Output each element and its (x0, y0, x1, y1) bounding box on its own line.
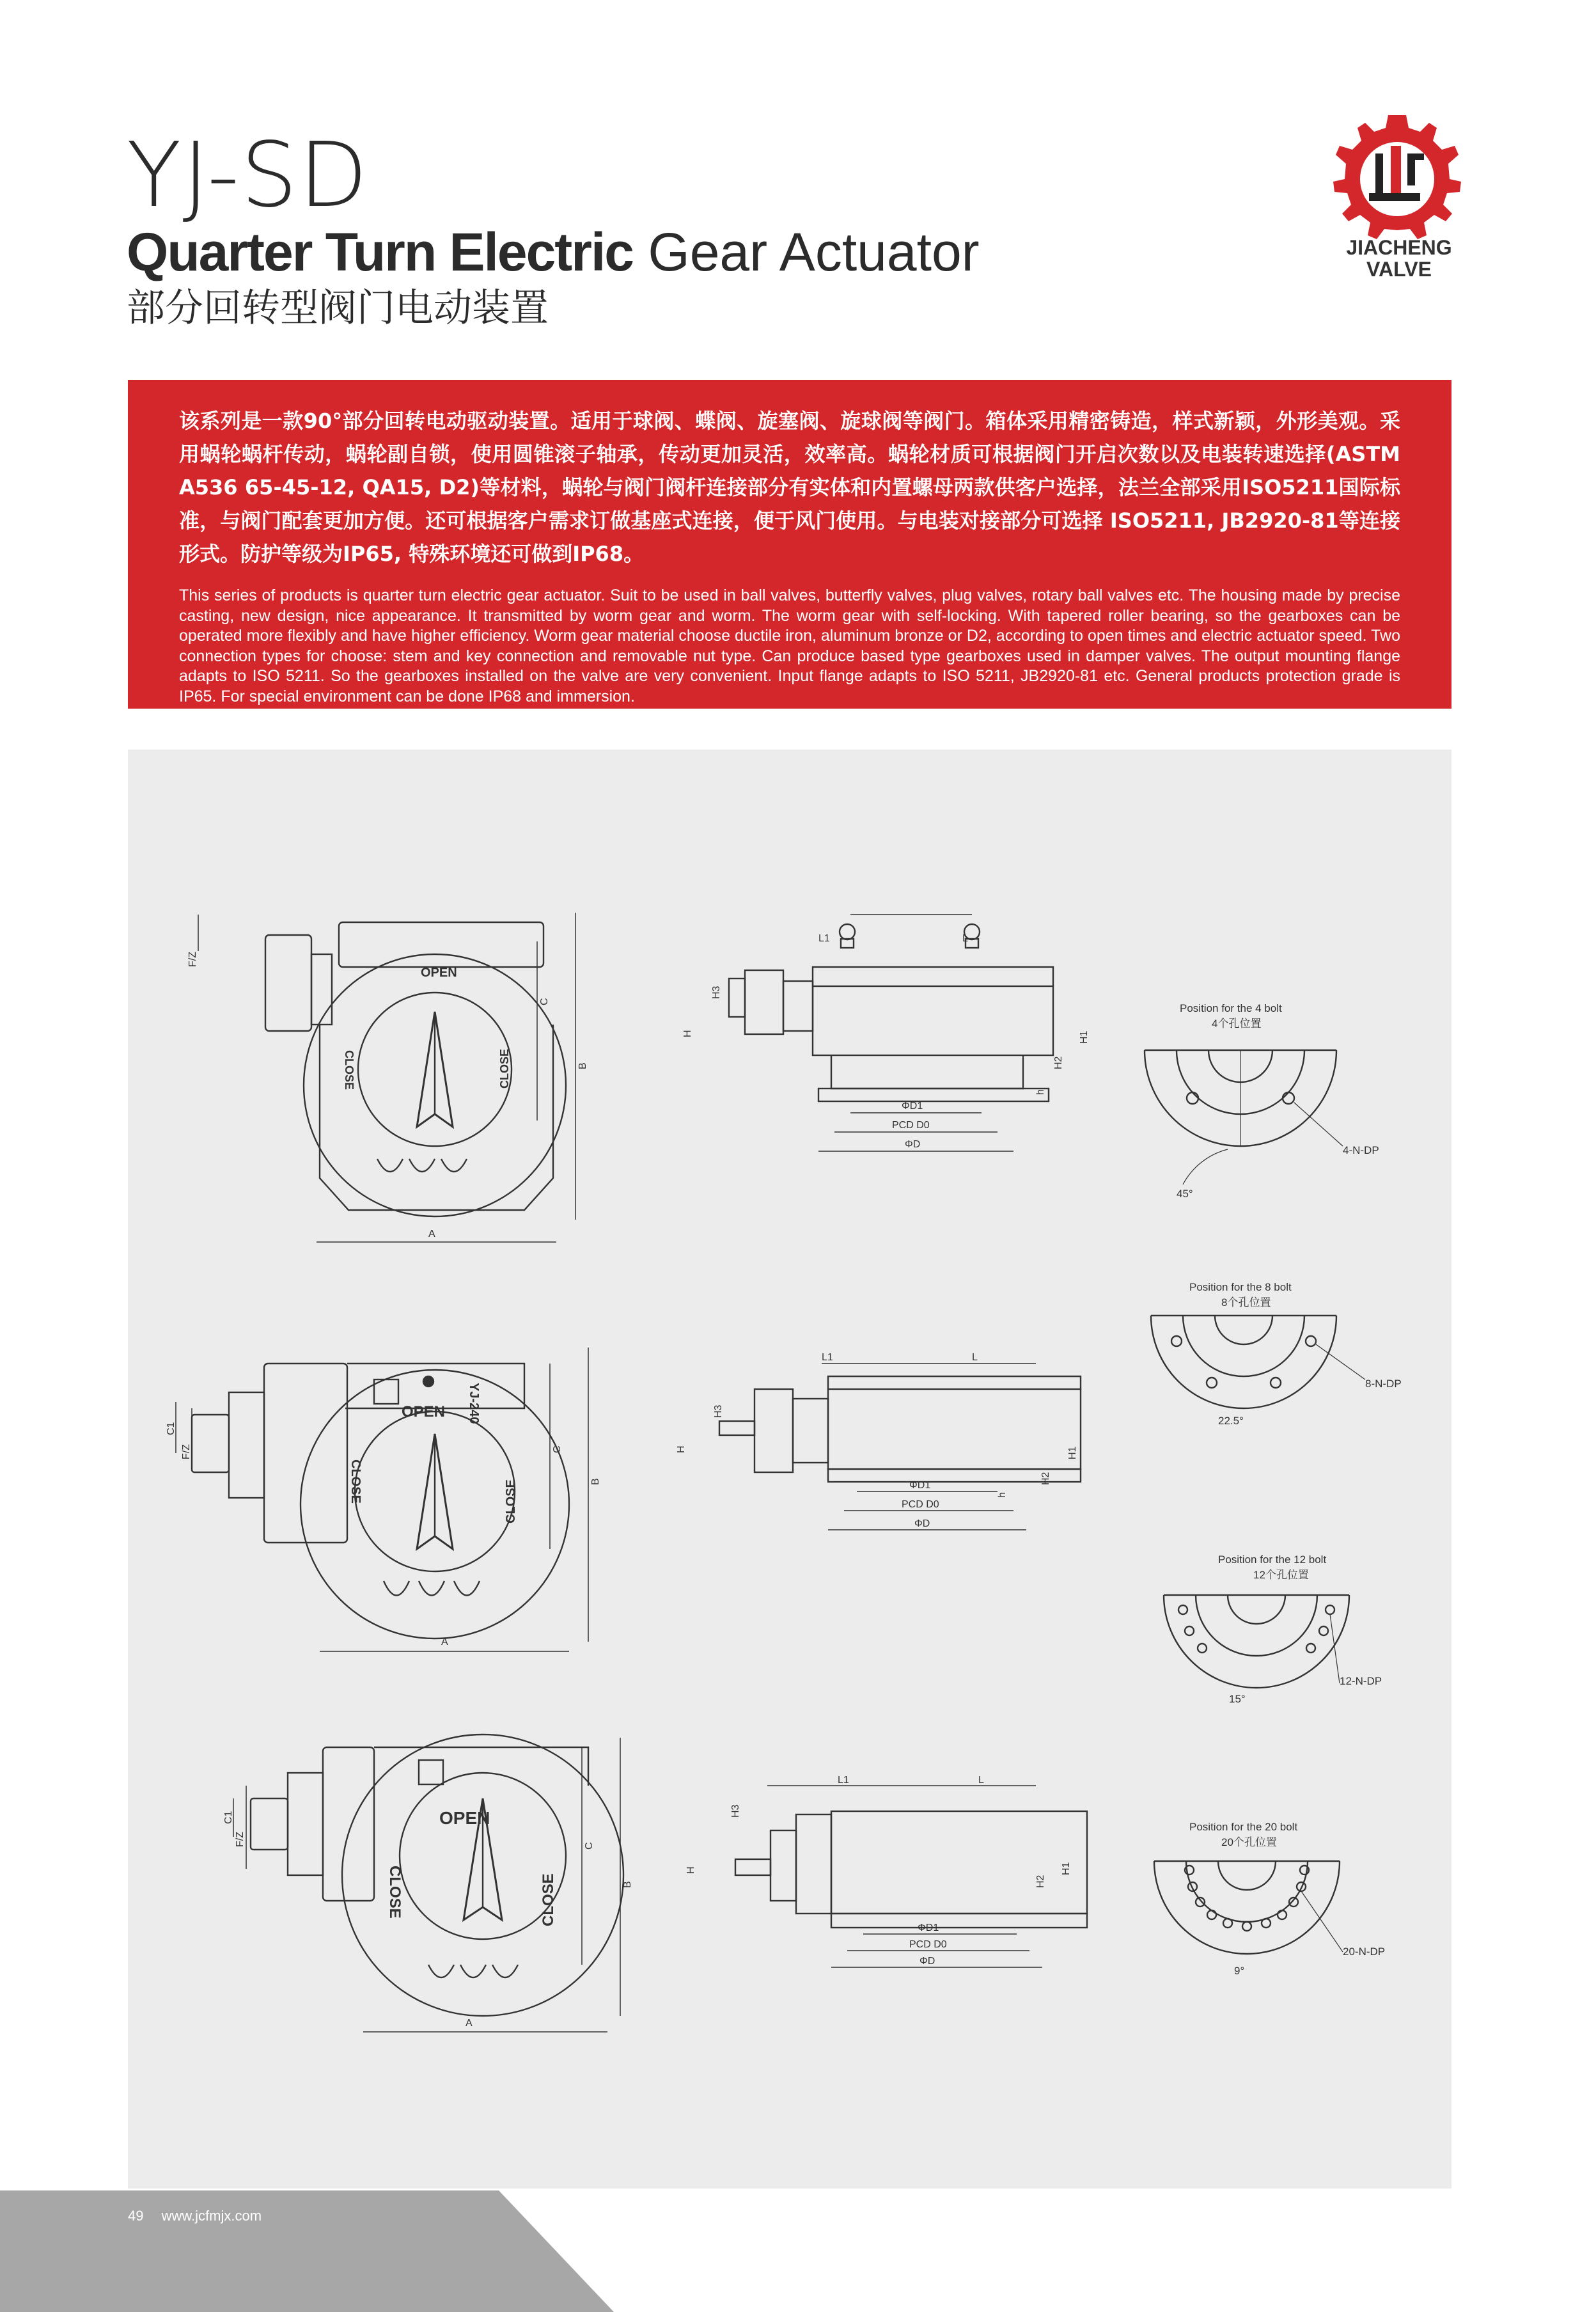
front3-dim-b: B (622, 1881, 633, 1888)
front2-dim-b: B (590, 1478, 601, 1485)
bolt12-callout: 12-N-DP (1340, 1675, 1382, 1687)
side2-dim-h: H (676, 1445, 687, 1453)
product-title (127, 222, 980, 282)
website-url: www.jcfmjx.com (161, 2208, 262, 2224)
front3-dim-c: C (584, 1842, 595, 1850)
intro-band (128, 380, 1451, 709)
technical-drawings (128, 750, 1451, 2189)
side1-dim-h2: H2 (1053, 1056, 1064, 1069)
front-view-3 (223, 1734, 633, 2032)
logo-line2: VALVE (1366, 258, 1432, 281)
front-view-2 (166, 1348, 601, 1651)
front1-dim-fz: F/Z (187, 952, 198, 967)
bolt-pattern-12 (1164, 1553, 1382, 1705)
side3-dim-h2: H2 (1035, 1875, 1046, 1888)
intro-text-cn: 该系列是一款90°部分回转电动驱动装置。适用于球阀、蝶阀、旋塞阀、旋球阀等阀门。箱体采用精密铸造，样式新颖，外形美观。采用蜗轮蜗杆传动，蜗轮副自锁，使用圆锥滚子轴承，传动更加灵活，效率高。蜗轮材质可根据阀门开启次数以及电装转速选择(ASTM A536 65-45-12, QA15, D2)等材料，蜗轮与阀门阀杆连接部分有实体和内置螺母两款供客户选择，法兰全部采用ISO5211国际标准，与阀门配套更加方便。还可根据客户需求订做基座式连接，便于风门使用。与电装对接部分可选择 ISO5211, JB2920-81等连接形式。防护等级为IP65, 特殊环境还可做到IP68。 (179, 409, 1400, 566)
side-view-3 (685, 1775, 1087, 1967)
front3-close-right: CLOSE (540, 1873, 557, 1926)
front1-close-left: CLOSE (343, 1050, 356, 1090)
side1-dim-pcd: PCD D0 (892, 1120, 930, 1131)
side2-dim-hsmall: h (997, 1492, 1008, 1498)
front-view-1 (187, 913, 588, 1242)
bolt-pattern-8 (1151, 1281, 1402, 1427)
side1-dim-d: ΦD (905, 1139, 921, 1150)
front1-open-label: OPEN (421, 966, 457, 980)
side3-dim-h3: H3 (730, 1804, 741, 1818)
footer-text (128, 2208, 276, 2224)
bolt8-callout: 8-N-DP (1365, 1378, 1402, 1390)
side1-dim-l1: L1 (818, 933, 830, 944)
front1-dim-c: C (539, 998, 550, 1005)
front3-close-left: CLOSE (386, 1866, 403, 1919)
bolt12-title-en: Position for the 12 bolt (1218, 1553, 1327, 1566)
bolt-pattern-4 (1145, 1002, 1379, 1200)
side2-dim-h3: H3 (713, 1404, 724, 1418)
bolt20-title-en: Position for the 20 bolt (1189, 1821, 1298, 1833)
front2-model-mark: YJ-240 (467, 1383, 481, 1424)
bolt20-angle: 9° (1234, 1965, 1245, 1977)
product-title-cn: 部分回转型阀门电动装置 (127, 286, 549, 331)
bolt20-title-cn: 20个孔位置 (1221, 1836, 1277, 1848)
side3-dim-h1: H1 (1061, 1862, 1072, 1875)
side1-dim-h3: H3 (711, 986, 722, 999)
front1-close-right: CLOSE (498, 1048, 511, 1089)
side2-dim-h2: H2 (1040, 1472, 1051, 1485)
side1-dim-l: L (962, 933, 968, 944)
bolt8-title-cn: 8个孔位置 (1221, 1296, 1271, 1309)
front2-close-left: CLOSE (348, 1459, 363, 1504)
side1-dim-d1: ΦD1 (902, 1101, 923, 1112)
front3-dim-fz: F/Z (235, 1832, 246, 1847)
side2-dim-h1: H1 (1067, 1446, 1078, 1459)
side-view-2 (676, 1352, 1081, 1530)
intro-text-en: This series of products is quarter turn electric gear actuator. Suit to be used in ball valves, butterfly valves, plug valves, rotary ball valves etc. The housing made by precise casting, new design, nice appearance. It transmitted by worm gear and worm. The worm gear with self-locking. With tapered roller bearing, so the gearboxes can be operated more flexibly and have higher efficiency. Worm gear material choose ductile iron, aluminum bronze or D2, according to open times and electric actuator speed. Two connection types for choose: stem and key connection and removable nut type. Can produce based type gearboxes used in damper valves. The output mounting flange adapts to ISO 5211. So the gearboxes installed on the valve are very convenient. Input flange adapts to ISO 5211, JB2920-81 etc. General products protection grade is IP65. For special environment can be done IP68 and immersion. (179, 586, 1400, 705)
bolt-pattern-20 (1154, 1821, 1385, 1977)
side3-dim-h: H (685, 1866, 696, 1874)
side2-dim-pcd: PCD D0 (902, 1499, 939, 1510)
front3-open-label: OPEN (439, 1808, 490, 1828)
side2-dim-l1: L1 (822, 1352, 833, 1363)
front2-dim-c: C (552, 1445, 563, 1453)
bolt4-callout: 4-N-DP (1343, 1144, 1379, 1156)
front2-dim-c1: C1 (166, 1422, 176, 1435)
side1-dim-h1: H1 (1079, 1030, 1090, 1044)
front1-dim-a: A (428, 1229, 435, 1239)
front1-dim-b: B (577, 1062, 588, 1069)
product-title-bold: Quarter Turn Electric (127, 222, 634, 282)
front2-close-right: CLOSE (504, 1479, 518, 1523)
front3-dim-a: A (465, 2018, 473, 2029)
bolt12-angle: 15° (1229, 1693, 1246, 1705)
bolt20-callout: 20-N-DP (1343, 1946, 1386, 1958)
bolt8-angle: 22.5° (1218, 1415, 1244, 1427)
page-number: 49 (128, 2208, 144, 2224)
front2-dim-fz: F/Z (181, 1444, 192, 1459)
side2-dim-d: ΦD (914, 1518, 930, 1529)
side2-dim-l: L (972, 1352, 978, 1363)
front3-dim-c1: C1 (223, 1811, 234, 1824)
logo-text (1310, 237, 1489, 280)
side3-dim-d: ΦD (919, 1956, 935, 1967)
side1-dim-h: H (682, 1030, 693, 1037)
side-view-1 (682, 915, 1090, 1151)
bolt12-title-cn: 12个孔位置 (1253, 1569, 1309, 1581)
side3-dim-pcd: PCD D0 (909, 1939, 947, 1950)
side3-dim-l: L (978, 1775, 984, 1786)
logo-line1: JIACHENG (1346, 236, 1452, 259)
side3-dim-l1: L1 (838, 1775, 849, 1786)
bolt4-title-en: Position for the 4 bolt (1180, 1002, 1282, 1014)
bolt4-angle: 45° (1177, 1188, 1193, 1200)
front2-dim-a: A (441, 1637, 448, 1647)
drawings-panel (128, 750, 1451, 2189)
side3-dim-d1: ΦD1 (918, 1923, 939, 1933)
bolt8-title-en: Position for the 8 bolt (1189, 1281, 1292, 1293)
side1-dim-hsmall: h (1035, 1089, 1046, 1095)
bolt4-title-cn: 4个孔位置 (1212, 1018, 1262, 1030)
front2-open-label: OPEN (402, 1403, 446, 1420)
product-title-regular: Gear Actuator (648, 222, 980, 282)
side2-dim-d1: ΦD1 (909, 1480, 931, 1491)
model-title: YJ-SD (127, 123, 370, 228)
